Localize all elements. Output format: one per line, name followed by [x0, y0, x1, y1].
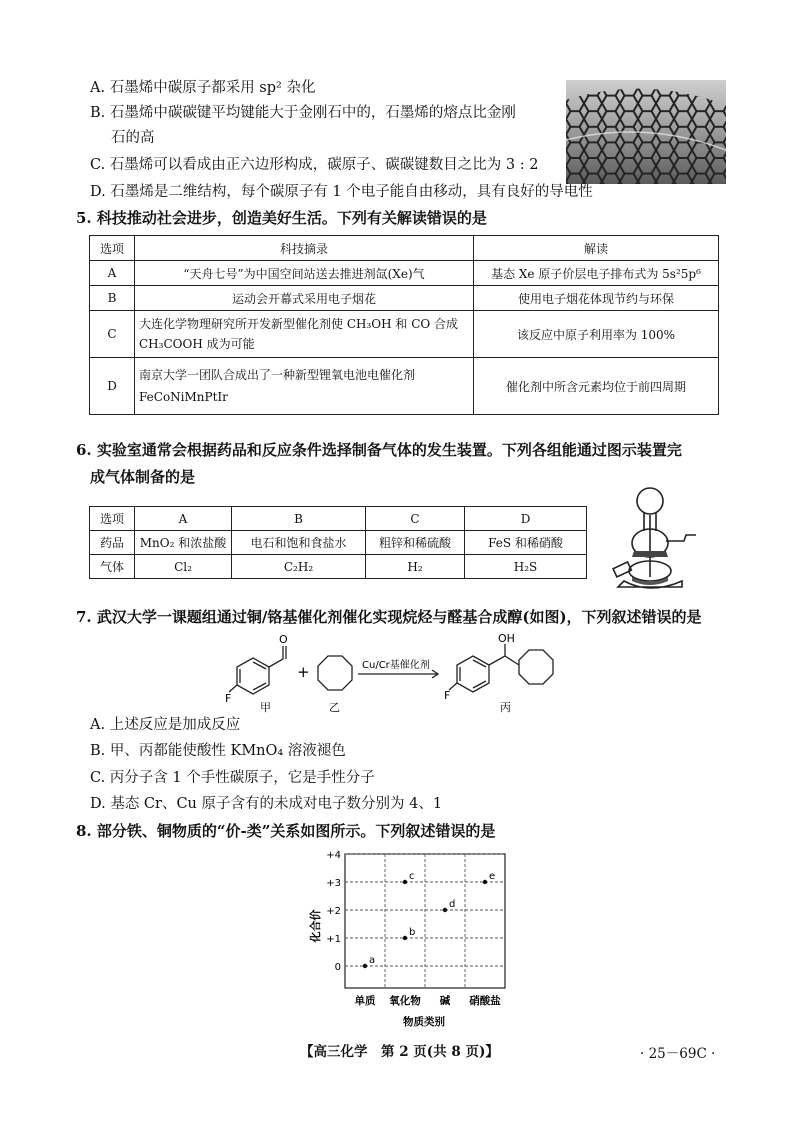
q6-reagent-d: FeS 和稀硝酸 [465, 531, 587, 555]
atom-f-bing: F [444, 689, 451, 702]
q5-row-c-excerpt: 大连化学物理研究所开发新型催化剂使 CH₃OH 和 CO 合成 CH₃COOH 成为可能 [135, 311, 474, 358]
q5-row-d-interp: 催化剂中所含元素均位于前四周期 [474, 358, 719, 415]
chart-ytick-label: +3 [326, 878, 341, 889]
q5-row-c-interp: 该反应中原子利用率为 100% [474, 311, 719, 358]
q5-row-b-excerpt: 运动会开幕式采用电子烟花 [135, 286, 474, 311]
q5-row-c-option: C [90, 311, 135, 358]
q8-stem: 8. 部分铁、铜物质的“价-类”关系如图所示。下列叙述错误的是 [76, 822, 496, 840]
q4-option-d: D. 石墨烯是二维结构，每个碳原子有 1 个电子能自由移动，具有良好的导电性 [90, 184, 593, 200]
chart-xtick-label: 硝酸盐 [469, 995, 501, 1007]
chart-xtick-label: 氧化物 [389, 995, 421, 1007]
q6-opt-a: A [135, 507, 232, 531]
q5-header-excerpt: 科技摘录 [135, 236, 474, 261]
q6-opt-d: D [465, 507, 587, 531]
q5-row-b-interp: 使用电子烟花体现节约与环保 [474, 286, 719, 311]
chart-point-label: d [449, 899, 456, 910]
q6-label-reagent: 药品 [90, 531, 135, 555]
chart-ylabel: 化合价 [309, 909, 322, 943]
chart-point-label: e [489, 871, 496, 882]
footer-page-info: 【高三化学 第 2 页(共 8 页)】 [300, 1044, 499, 1060]
table-row [90, 286, 719, 311]
chart-xlabel: 物质类别 [403, 1016, 445, 1028]
q6-label-gas: 气体 [90, 555, 135, 579]
chart-xtick-label: 单质 [354, 995, 376, 1007]
label-yi: 乙 [329, 701, 340, 714]
q5-stem: 5. 科技推动社会进步，创造美好生活。下列有关解读错误的是 [76, 209, 487, 227]
q5-row-a-excerpt: “天舟七号”为中国空间站送去推进剂氙(Xe)气 [135, 261, 474, 286]
chart-point-label: c [409, 871, 415, 882]
atom-oh: OH [498, 632, 515, 645]
chart-ytick-label: 0 [334, 962, 341, 973]
q6-stem-line2: 成气体制备的是 [90, 468, 196, 486]
q4-option-b-cont: 石的高 [111, 130, 155, 146]
chart-point-c [403, 880, 407, 884]
q4-option-c: C. 石墨烯可以看成由正六边形构成，碳原子、碳碳键数目之比为 3 : 2 [90, 157, 539, 173]
chart-xtick-label: 碱 [439, 995, 451, 1007]
q6-gas-c: H₂ [366, 555, 465, 579]
atom-f-jia: F [225, 692, 232, 705]
q5-row-d-option: D [90, 358, 135, 415]
q7-option-d: D. 基态 Cr、Cu 原子含有的未成对电子数分别为 4、1 [90, 796, 443, 812]
q7-stem: 7. 武汉大学一课题组通过铜/铬基催化剂催化实现烷烃与醛基合成醇(如图)，下列叙述错误的是 [76, 608, 702, 626]
chart-point-d [443, 908, 447, 912]
q5-header-option: 选项 [90, 236, 135, 261]
q4-option-b: B. 石墨烯中碳碳键平均键能大于金刚石中的，石墨烯的熔点比金刚 [90, 105, 516, 121]
q7-reaction-scheme [225, 632, 565, 714]
q6-reagent-a: MnO₂ 和浓盐酸 [135, 531, 232, 555]
q6-stem-line1: 6. 实验室通常会根据药品和反应条件选择制备气体的发生装置。下列各组能通过图示装置完 [76, 441, 682, 459]
kipp-apparatus-icon [604, 485, 714, 595]
q6-table [89, 506, 587, 579]
chart-ytick-label: +4 [326, 850, 341, 861]
q5-table [89, 235, 719, 415]
q5-row-b-option: B [90, 286, 135, 311]
footer-code: · 25－69C · [640, 1046, 716, 1062]
label-bing: 丙 [500, 701, 511, 714]
graphene-image [566, 80, 726, 184]
table-row [90, 311, 719, 358]
q5-row-d-excerpt: 南京大学一团队合成出了一种新型锂氧电池电催化剂 FeCoNiMnPtIr [135, 358, 474, 415]
q6-reagent-c: 粗锌和稀硫酸 [366, 531, 465, 555]
chart-point-a [363, 964, 367, 968]
chart-ytick-label: +2 [326, 906, 341, 917]
q6-label-option: 选项 [90, 507, 135, 531]
q5-row-a-option: A [90, 261, 135, 286]
q5-row-a-interp: 基态 Xe 原子价层电子排布式为 5s²5p⁶ [474, 261, 719, 286]
label-jia: 甲 [260, 701, 271, 714]
table-row [90, 261, 719, 286]
chart-point-b [403, 936, 407, 940]
q4-option-a: A. 石墨烯中碳原子都采用 sp² 杂化 [90, 80, 316, 96]
chart-ytick-label: +1 [326, 934, 341, 945]
q7-option-a: A. 上述反应是加成反应 [90, 717, 241, 733]
atom-o: O [279, 633, 288, 646]
q6-opt-b: B [232, 507, 366, 531]
q5-header-interp: 解读 [474, 236, 719, 261]
chart-point-e [483, 880, 487, 884]
q6-gas-a: Cl₂ [135, 555, 232, 579]
q7-option-c: C. 丙分子含 1 个手性碳原子，它是手性分子 [90, 770, 375, 786]
table-row [90, 358, 719, 415]
q6-gas-d: H₂S [465, 555, 587, 579]
valence-class-chart [300, 842, 520, 1032]
q6-opt-c: C [366, 507, 465, 531]
chart-point-label: a [369, 955, 376, 966]
chart-point-label: b [409, 927, 416, 938]
plus-sign: + [297, 663, 310, 681]
q6-gas-b: C₂H₂ [232, 555, 366, 579]
catalyst-label: Cu/Cr基催化剂 [362, 660, 430, 671]
q7-option-b: B. 甲、丙都能使酸性 KMnO₄ 溶液褪色 [90, 743, 346, 759]
q6-reagent-b: 电石和饱和食盐水 [232, 531, 366, 555]
